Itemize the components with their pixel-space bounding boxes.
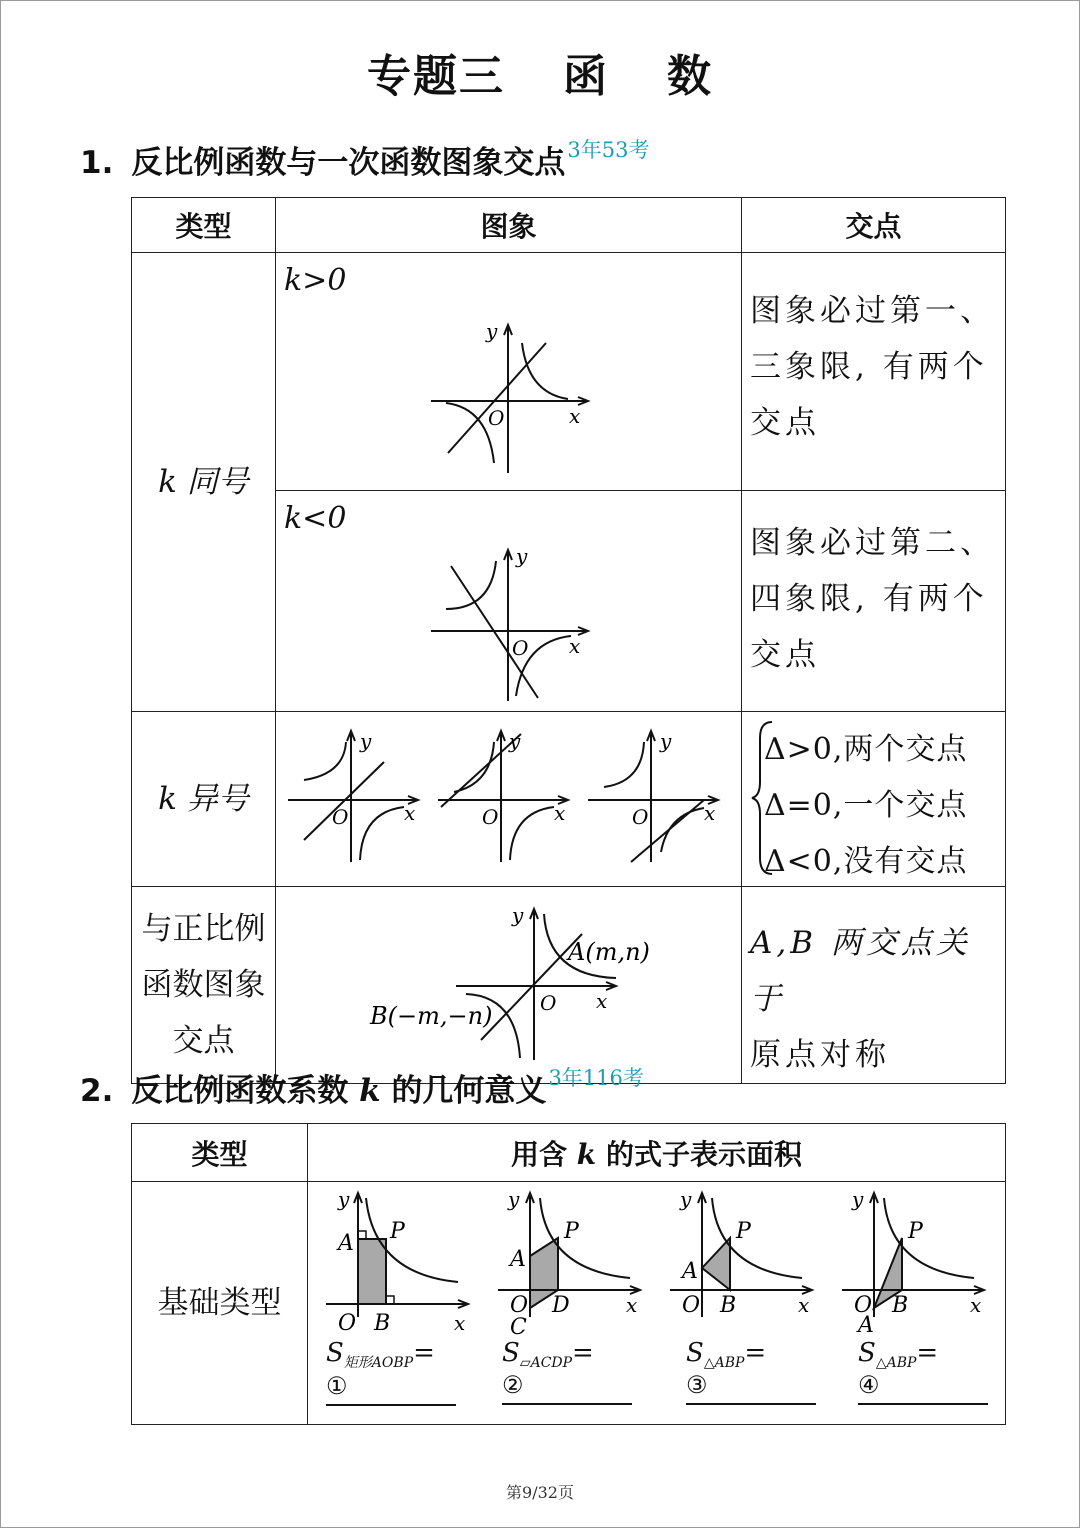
svg-text:x: x	[569, 404, 581, 428]
svg-text:x: x	[569, 634, 581, 658]
graph-diff-sign-svg	[276, 712, 742, 882]
svg-text:C: C	[510, 1315, 527, 1340]
svg-text:y: y	[660, 729, 672, 753]
page-number: 第9/32页	[506, 1483, 574, 1502]
svg-text:y: y	[852, 1187, 864, 1211]
area-expr-4: $S_{\triangle ABP}=$ ④	[858, 1338, 988, 1405]
svg-text:A(m,n): A(m,n)	[568, 937, 650, 966]
intersection-table	[131, 197, 1006, 1084]
svg-text:O: O	[632, 805, 649, 829]
type-basic: 基础类型	[132, 1182, 308, 1425]
desc-diff-sign: Δ>0,两个交点 Δ=0,一个交点 Δ<0,没有交点	[742, 712, 1006, 887]
svg-text:y: y	[360, 729, 372, 753]
svg-text:D: D	[552, 1293, 570, 1318]
svg-text:y: y	[512, 902, 524, 927]
section-1-heading: 1. 反比例函数与一次函数图象交点$^{3年53考}$	[80, 138, 650, 181]
svg-text:O: O	[540, 990, 557, 1015]
graph-proportional	[276, 887, 742, 1084]
svg-text:x: x	[704, 801, 716, 825]
geometry-table	[131, 1123, 1006, 1425]
svg-text:O: O	[482, 805, 499, 829]
area-expr-2: $S_{▱ACDP}=$ ②	[502, 1338, 632, 1405]
svg-text:x: x	[404, 801, 416, 825]
svg-text:y: y	[486, 319, 498, 343]
svg-text:B: B	[892, 1293, 909, 1318]
svg-text:x: x	[798, 1293, 810, 1317]
svg-text:B(−m,−n): B(−m,−n)	[370, 1001, 493, 1030]
blank-3[interactable]: ③	[686, 1371, 816, 1405]
header-graph: 图象	[276, 198, 742, 253]
graph-k-positive: k>0 y O x	[276, 253, 742, 491]
exam-note: 3年53考	[567, 138, 650, 162]
svg-text:B: B	[720, 1293, 737, 1318]
svg-text:x: x	[970, 1293, 982, 1317]
type-same-sign: k 同号	[132, 253, 276, 712]
header-expression: 用含 k 的式子表示面积	[308, 1124, 1006, 1182]
svg-text:O: O	[512, 636, 529, 660]
svg-text:B: B	[374, 1311, 391, 1336]
blank-4[interactable]: ④	[858, 1371, 988, 1405]
svg-text:x: x	[626, 1293, 638, 1317]
area-figures	[308, 1182, 1006, 1425]
header-intersection: 交点	[742, 198, 1006, 253]
header-type-2: 类型	[132, 1124, 308, 1182]
desc-k-positive: 图象必过第一、 三象限, 有两个 交点	[742, 253, 1006, 491]
svg-text:A: A	[682, 1259, 698, 1284]
svg-text:O: O	[488, 406, 505, 430]
svg-text:O: O	[332, 805, 349, 829]
svg-text:A: A	[510, 1247, 526, 1272]
exam-note-2: 3年116考	[548, 1066, 644, 1090]
svg-text:y: y	[508, 1187, 520, 1211]
svg-text:x: x	[596, 988, 608, 1013]
blank-1[interactable]: ①	[326, 1372, 456, 1406]
graph-proportional-svg	[276, 898, 742, 1069]
svg-text:y: y	[516, 544, 528, 568]
blank-2[interactable]: ②	[502, 1371, 632, 1405]
svg-text:x: x	[454, 1311, 466, 1335]
svg-text:O: O	[682, 1293, 701, 1318]
graph-diff-sign	[276, 712, 742, 887]
area-expr-3: $S_{\triangle ABP}=$ ③	[686, 1338, 816, 1405]
svg-text:O: O	[510, 1293, 529, 1318]
desc-k-negative: 图象必过第二、 四象限, 有两个 交点	[742, 491, 1006, 712]
type-proportional: 与正比例 函数图象 交点	[132, 887, 276, 1084]
section-2-heading: 2. 反比例函数系数 k 的几何意义$^{3年116考}$	[80, 1066, 644, 1109]
svg-text:A: A	[338, 1231, 354, 1256]
svg-text:O: O	[338, 1311, 357, 1336]
svg-text:y: y	[509, 729, 521, 753]
svg-text:y: y	[338, 1187, 350, 1211]
svg-text:P: P	[564, 1219, 579, 1244]
area-expr-1: $S_{矩形AOBP}=$ ①	[326, 1338, 456, 1406]
svg-text:P: P	[736, 1219, 751, 1244]
svg-text:y: y	[680, 1187, 692, 1211]
type-diff-sign: k 异号	[132, 712, 276, 887]
header-type: 类型	[132, 198, 276, 253]
svg-text:A: A	[858, 1313, 874, 1338]
desc-proportional: A,B 两交点关于 原点对称	[742, 887, 1006, 1084]
svg-text:P: P	[390, 1219, 405, 1244]
svg-text:P: P	[908, 1219, 923, 1244]
graph-k-negative: k<0 y O x	[276, 491, 742, 712]
svg-text:O: O	[854, 1293, 873, 1318]
page-title: 专题三 函 数	[367, 51, 713, 102]
svg-text:x: x	[554, 801, 566, 825]
